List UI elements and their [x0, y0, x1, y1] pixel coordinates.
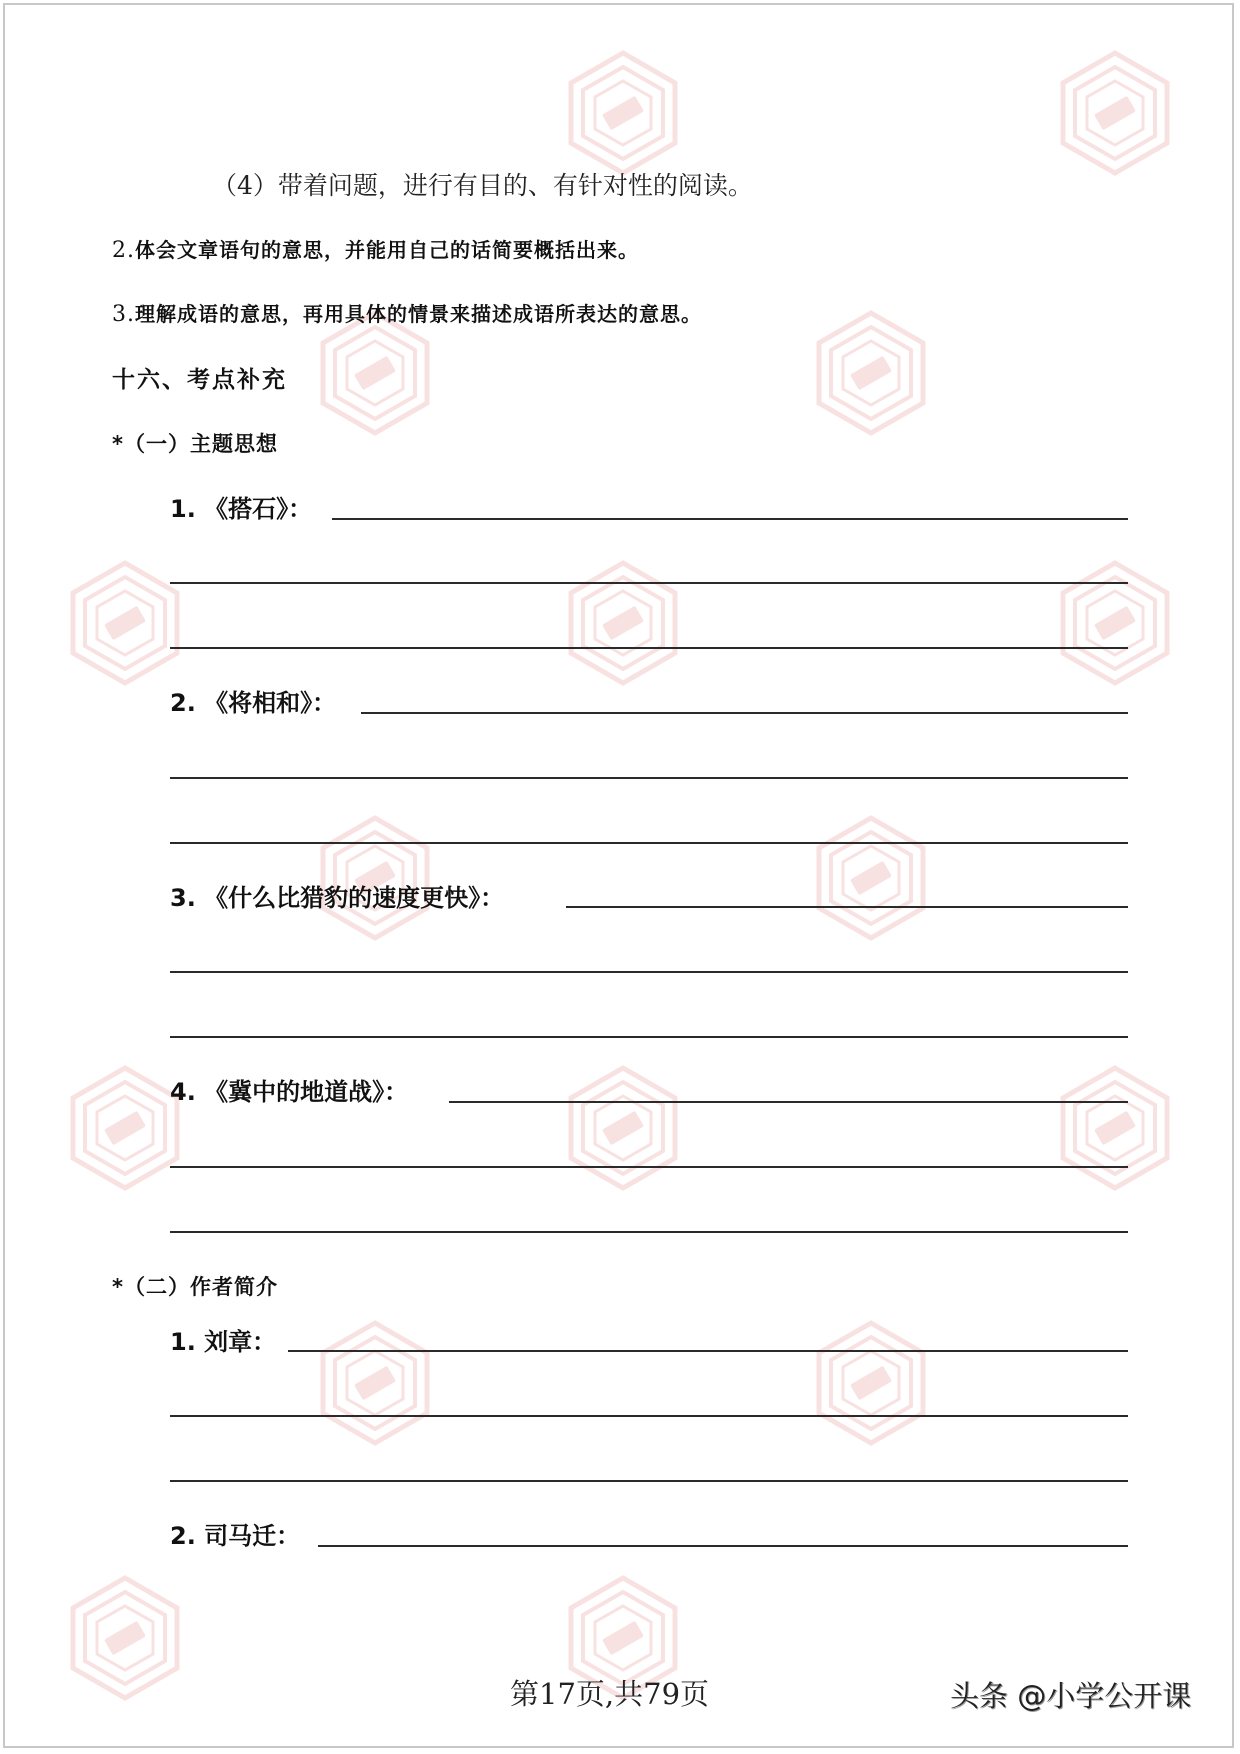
hexagon-logo-watermark-icon: [816, 1320, 926, 1446]
item-tunnel-war-label: 4. 《冀中的地道战》：: [170, 1078, 409, 1106]
answer-line-tunnel-war-2[interactable]: [170, 1166, 1128, 1168]
answer-line-tunnel-war-3[interactable]: [170, 1231, 1128, 1233]
hexagon-logo-watermark-icon: [320, 310, 430, 436]
answer-line-cheetah-2[interactable]: [170, 971, 1128, 973]
page-indicator: 第17页,共79页: [510, 1677, 710, 1711]
point-3-text: 理解成语的意思，再用具体的情景来描述成语所表达的意思。: [135, 302, 702, 326]
answer-line-liuzhang-1[interactable]: [288, 1350, 1128, 1352]
answer-line-jiangxianghe-2[interactable]: [170, 777, 1128, 779]
answer-line-liuzhang-2[interactable]: [170, 1415, 1128, 1417]
item-dashi-label: 1. 《搭石》：: [170, 495, 313, 523]
hexagon-logo-watermark-icon: [70, 1575, 180, 1701]
point-3: [112, 298, 702, 327]
answer-line-jiangxianghe-3[interactable]: [170, 842, 1128, 844]
answer-line-tunnel-war-1[interactable]: [449, 1101, 1128, 1103]
item-simaqian-label: 2. 司马迁：: [170, 1522, 301, 1550]
item-cheetah-label: 3. 《什么比猎豹的速度更快》：: [170, 884, 505, 912]
item-jiangxianghe-label: 2. 《将相和》：: [170, 689, 337, 717]
point-2-number: 2.: [112, 238, 135, 263]
hexagon-logo-watermark-icon: [1060, 1065, 1170, 1191]
answer-line-cheetah-3[interactable]: [170, 1036, 1128, 1038]
point-3-number: 3.: [112, 302, 135, 327]
answer-line-dashi-3[interactable]: [170, 647, 1128, 649]
answer-line-cheetah-1[interactable]: [566, 906, 1128, 908]
section-title: 十六、考点补充: [112, 367, 287, 393]
subsection-theme-title: *（一）主题思想: [112, 432, 278, 456]
hexagon-logo-watermark-icon: [1060, 560, 1170, 686]
answer-line-simaqian-1[interactable]: [318, 1545, 1128, 1547]
hexagon-logo-watermark-icon: [568, 50, 678, 176]
point-2: [112, 234, 639, 263]
hexagon-logo-watermark-icon: [816, 310, 926, 436]
hexagon-logo-watermark-icon: [70, 1065, 180, 1191]
hexagon-logo-watermark-icon: [568, 560, 678, 686]
hexagon-logo-watermark-icon: [568, 1065, 678, 1191]
answer-line-dashi-2[interactable]: [170, 582, 1128, 584]
document-page: [3, 3, 1234, 1748]
hexagon-logo-watermark-icon: [1060, 50, 1170, 176]
item-liuzhang-label: 1. 刘章：: [170, 1328, 277, 1356]
answer-line-jiangxianghe-1[interactable]: [361, 712, 1128, 714]
hexagon-logo-watermark-icon: [320, 1320, 430, 1446]
answer-line-liuzhang-3[interactable]: [170, 1480, 1128, 1482]
subsection-author-title: *（二）作者简介: [112, 1275, 278, 1299]
reading-method-4: （4）带着问题，进行有目的、有针对性的阅读。: [212, 171, 753, 200]
answer-line-dashi-1[interactable]: [332, 518, 1128, 520]
brand-watermark-text: 头条 @小学公开课: [950, 1679, 1192, 1713]
point-2-text: 体会文章语句的意思，并能用自己的话简要概括出来。: [135, 238, 639, 262]
hexagon-logo-watermark-icon: [70, 560, 180, 686]
hexagon-logo-watermark-icon: [816, 815, 926, 941]
